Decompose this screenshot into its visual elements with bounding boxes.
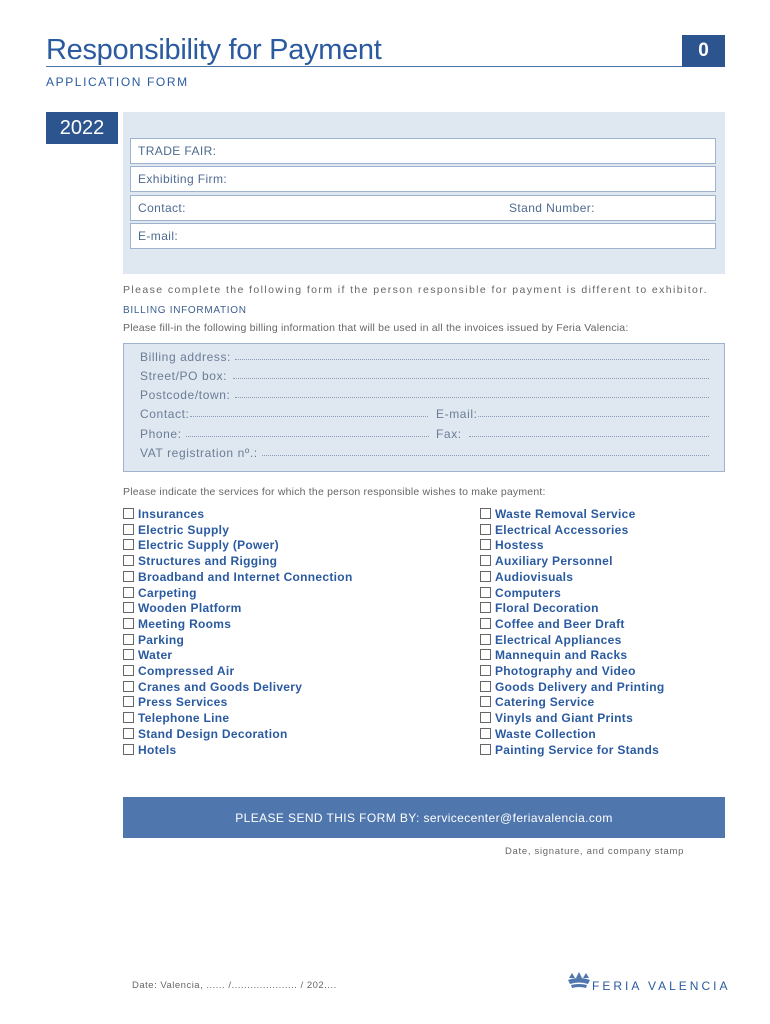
service-option (123, 522, 229, 538)
fax-label: Fax: (436, 427, 462, 441)
service-label: Waste Collection (495, 726, 597, 741)
title-divider (46, 66, 682, 67)
service-label: Goods Delivery and Printing (495, 679, 665, 694)
billing-contact-label: Contact: (140, 407, 190, 421)
service-option (123, 694, 228, 710)
service-option (480, 600, 599, 616)
service-checkbox[interactable] (480, 649, 491, 660)
intro-note: Please complete the following form if the person responsible for payment is different to exhibitor. (123, 284, 708, 296)
service-label: Mannequin and Racks (495, 648, 628, 663)
service-label: Meeting Rooms (138, 616, 232, 631)
email-label: E-mail: (138, 229, 179, 243)
service-checkbox[interactable] (123, 524, 134, 535)
service-option (123, 616, 231, 632)
service-option (480, 663, 636, 679)
service-checkbox[interactable] (123, 571, 134, 582)
street-input[interactable] (233, 378, 709, 379)
service-checkbox[interactable] (480, 587, 491, 598)
service-label: Photography and Video (495, 664, 636, 678)
service-label: Auxiliary Personnel (495, 554, 613, 569)
service-label: Electric Supply (Power) (138, 538, 279, 553)
email-field[interactable] (130, 223, 716, 249)
vat-input[interactable] (262, 455, 709, 456)
service-label: Broadband and Internet Connection (138, 569, 353, 584)
exhibiting-firm-field[interactable] (130, 166, 716, 192)
logo-wordmark: FERIA VALENCIA (592, 979, 731, 993)
service-option (123, 569, 353, 585)
service-checkbox[interactable] (480, 681, 491, 692)
service-label: Electrical Appliances (495, 632, 622, 647)
service-option (123, 585, 197, 601)
service-option (123, 600, 242, 616)
service-checkbox[interactable] (480, 665, 491, 676)
service-option (123, 710, 229, 726)
year-badge: 2022 (46, 112, 118, 144)
service-option (480, 632, 622, 648)
service-checkbox[interactable] (480, 696, 491, 707)
contact-label: Contact: (138, 201, 186, 215)
billing-address-input[interactable] (235, 359, 709, 360)
service-label: Waste Removal Service (495, 507, 636, 521)
service-option (480, 569, 573, 585)
service-label: Cranes and Goods Delivery (138, 679, 303, 694)
service-checkbox[interactable] (480, 555, 491, 566)
service-label: Structures and Rigging (138, 554, 278, 569)
service-checkbox[interactable] (480, 571, 491, 582)
stand-number-label: Stand Number: (509, 201, 595, 215)
billing-heading: BILLING INFORMATION (123, 305, 247, 316)
service-checkbox[interactable] (480, 744, 491, 755)
service-checkbox[interactable] (480, 539, 491, 550)
service-checkbox[interactable] (123, 696, 134, 707)
service-label: Audiovisuals (495, 569, 574, 584)
service-label: Press Services (138, 695, 228, 710)
service-option (123, 632, 184, 648)
service-option (480, 537, 544, 553)
service-label: Parking (138, 632, 185, 647)
service-option (480, 742, 659, 758)
service-option (480, 710, 633, 726)
service-option (480, 585, 561, 601)
service-label: Catering Service (495, 695, 595, 710)
vat-label: VAT registration nº.: (140, 446, 258, 460)
service-checkbox[interactable] (123, 508, 134, 519)
service-option (123, 537, 279, 553)
street-label: Street/PO box: (140, 369, 228, 383)
service-label: Floral Decoration (495, 601, 599, 616)
phone-input[interactable] (186, 436, 429, 437)
contact-stand-field[interactable] (130, 195, 716, 221)
service-checkbox[interactable] (123, 649, 134, 660)
service-option (480, 679, 664, 695)
service-checkbox[interactable] (123, 618, 134, 629)
billing-email-input[interactable] (478, 416, 709, 417)
service-checkbox[interactable] (123, 587, 134, 598)
service-label: Water (138, 648, 173, 663)
page-title: Responsibility for Payment (46, 34, 382, 66)
exhibitor-info-panel (123, 112, 725, 274)
service-label: Compressed Air (138, 664, 235, 678)
postcode-input[interactable] (235, 397, 709, 398)
service-label: Computers (495, 585, 562, 600)
service-checkbox[interactable] (123, 728, 134, 739)
form-subtitle: APPLICATION FORM (46, 75, 189, 89)
service-label: Hotels (138, 742, 177, 757)
billing-email-label: E-mail: (436, 407, 478, 421)
service-checkbox[interactable] (123, 539, 134, 550)
service-label: Coffee and Beer Draft (495, 616, 625, 631)
service-option (123, 647, 172, 663)
service-option (480, 553, 613, 569)
phone-label: Phone: (140, 427, 182, 441)
service-option (480, 506, 636, 522)
service-label: Electric Supply (138, 522, 230, 537)
service-option (123, 742, 176, 758)
service-label: Hostess (495, 538, 544, 553)
signature-stamp-label: Date, signature, and company stamp (505, 846, 685, 857)
service-checkbox[interactable] (123, 744, 134, 755)
service-option (480, 726, 596, 742)
billing-address-label: Billing address: (140, 350, 231, 364)
service-checkbox[interactable] (480, 618, 491, 629)
service-label: Painting Service for Stands (495, 742, 660, 757)
services-instructions: Please indicate the services for which the person responsible wishes to make payment: (123, 486, 546, 498)
service-option (123, 663, 234, 679)
service-checkbox[interactable] (480, 712, 491, 723)
trade-fair-field[interactable] (130, 138, 716, 164)
feria-valencia-logo-icon (567, 972, 591, 990)
service-label: Telephone Line (138, 711, 230, 726)
service-checkbox[interactable] (123, 602, 134, 613)
service-label: Vinyls and Giant Prints (495, 711, 634, 726)
service-checkbox[interactable] (480, 524, 491, 535)
service-checkbox[interactable] (480, 634, 491, 645)
date-line: Date: Valencia, ...... /..................... / 202.... (132, 980, 337, 991)
trade-fair-label: TRADE FAIR: (138, 144, 217, 158)
service-option (480, 616, 625, 632)
service-label: Electrical Accessories (495, 522, 629, 537)
service-checkbox[interactable] (480, 508, 491, 519)
service-option (480, 522, 629, 538)
service-checkbox[interactable] (123, 555, 134, 566)
service-option (480, 694, 595, 710)
service-label: Carpeting (138, 585, 197, 600)
service-label: Stand Design Decoration (138, 726, 288, 741)
service-label: Wooden Platform (138, 601, 242, 616)
billing-instructions: Please fill-in the following billing information that will be used in all the invoices issued by Feria Valencia: (123, 322, 629, 334)
send-form-banner: PLEASE SEND THIS FORM BY: servicecenter@feriavalencia.com (123, 797, 725, 838)
service-checkbox[interactable] (123, 665, 134, 676)
service-option (480, 647, 627, 663)
service-label: Insurances (138, 507, 205, 521)
fax-input[interactable] (469, 436, 709, 437)
service-checkbox[interactable] (123, 681, 134, 692)
billing-contact-input[interactable] (190, 416, 428, 417)
service-option (123, 679, 302, 695)
page-number-badge: 0 (682, 35, 725, 67)
service-option (123, 726, 288, 742)
service-checkbox[interactable] (123, 712, 134, 723)
service-option (123, 553, 277, 569)
service-option (123, 506, 204, 522)
service-checkbox[interactable] (480, 728, 491, 739)
exhibiting-firm-label: Exhibiting Firm: (138, 172, 228, 186)
service-checkbox[interactable] (480, 602, 491, 613)
postcode-label: Postcode/town: (140, 388, 231, 402)
service-checkbox[interactable] (123, 634, 134, 645)
